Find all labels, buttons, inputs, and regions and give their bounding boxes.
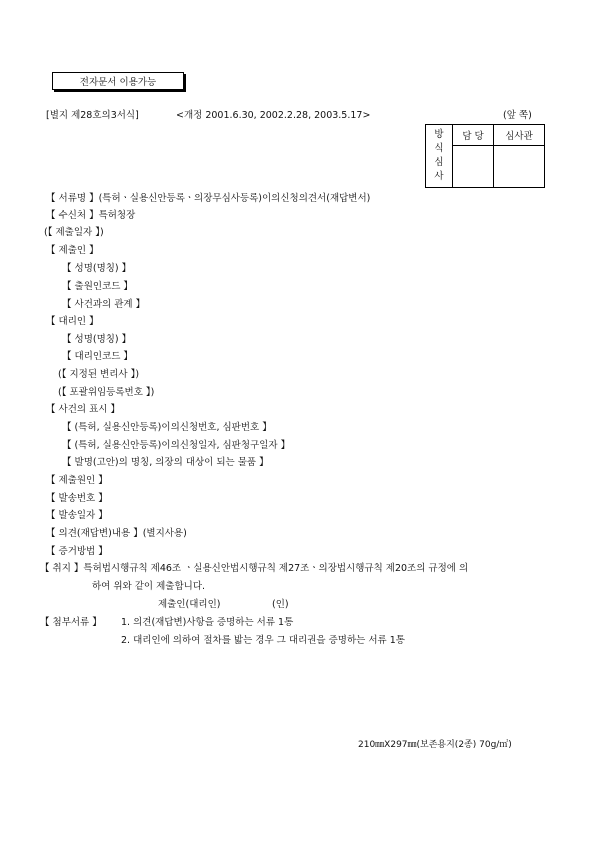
dispatch-number: 【 발송번호 】 [46,493,108,504]
opposition-date: 【 (특허, 실용신안등록)이의신청일자, 심판청구일자 】 [62,440,291,451]
invention-title: 【 발명(고안)의 명칭, 의장의 대상이 되는 물품 】 [62,457,269,468]
case-relationship: 【 사건과의 관계 】 [62,299,146,310]
agent-heading: 【 대리인 】 [46,316,99,327]
attachment-item-1: 1. 의견(재답변)사항을 증명하는 서류 1통 [121,617,294,628]
electronic-document-box [52,72,184,90]
approval-method-char: 방 [434,129,444,140]
approval-header-charge: 담 당 [453,125,494,146]
approval-method-char: 사 [434,171,444,182]
document-name: 【 서류명 】(특허ㆍ실용신안등록ㆍ의장무심사등록)이의신청의견서(재답변서) [46,193,371,204]
dispatch-date: 【 발송일자 】 [46,510,108,521]
approval-table [425,124,545,188]
submitter-signer: 제출인(대리인) [158,599,221,610]
approval-examiner-signature[interactable] [494,146,545,188]
opinion-content: 【 의견(재답변)내용 】(별지사용) [46,528,187,539]
paper-spec-footer: 210㎜X297㎜(보존용지(2종) 70g/㎡) [358,740,512,750]
purpose-line-1: 【 취지 】특허법시행규칙 제46조 ㆍ실용신안법시행규칙 제27조ㆍ의장법시행규칙 제20조의 규정에 의 [40,563,469,574]
approval-header-examiner: 심사관 [494,125,545,146]
electronic-document-label: 전자문서 이용가능 [79,77,157,88]
submission-reason: 【 제출원인 】 [46,475,108,486]
evidence-method: 【 증거방법 】 [46,546,108,557]
approval-method-cell [426,125,453,188]
general-power-number: (【 포괄위임등록번호 】) [58,387,155,398]
approval-method-char: 식 [434,143,444,154]
page-side: (앞 쪽) [503,110,532,121]
agent-name: 【 성명(명칭) 】 [62,334,132,345]
submitter-name: 【 성명(명칭) 】 [62,263,132,274]
designated-attorney: (【 지정된 변리사 】) [58,369,140,380]
seal-mark: (인) [272,599,289,610]
submitter-heading: 【 제출인 】 [46,245,99,256]
approval-charge-signature[interactable] [453,146,494,188]
revision-dates: <개정 2001.6.30, 2002.2.28, 2003.5.17> [176,110,371,121]
agent-code: 【 대리인코드 】 [62,351,133,362]
applicant-code: 【 출원인코드 】 [62,281,133,292]
case-indication-heading: 【 사건의 표시 】 [46,404,120,415]
attachments-label: 【 첨부서류 】 [40,617,102,628]
recipient: 【 수신처 】특허청장 [46,210,136,221]
form-number: [별지 제28호의3서식] [46,110,139,121]
purpose-line-2: 하여 위와 같이 제출합니다. [92,581,206,592]
submission-date: (【 제출일자 】) [44,227,104,238]
opposition-number: 【 (특허, 실용신안등록)이의신청번호, 심판번호 】 [62,422,272,433]
attachment-item-2: 2. 대리인에 의하여 절차를 밟는 경우 그 대리권을 증명하는 서류 1통 [121,635,405,646]
approval-method-char: 심 [434,157,444,168]
